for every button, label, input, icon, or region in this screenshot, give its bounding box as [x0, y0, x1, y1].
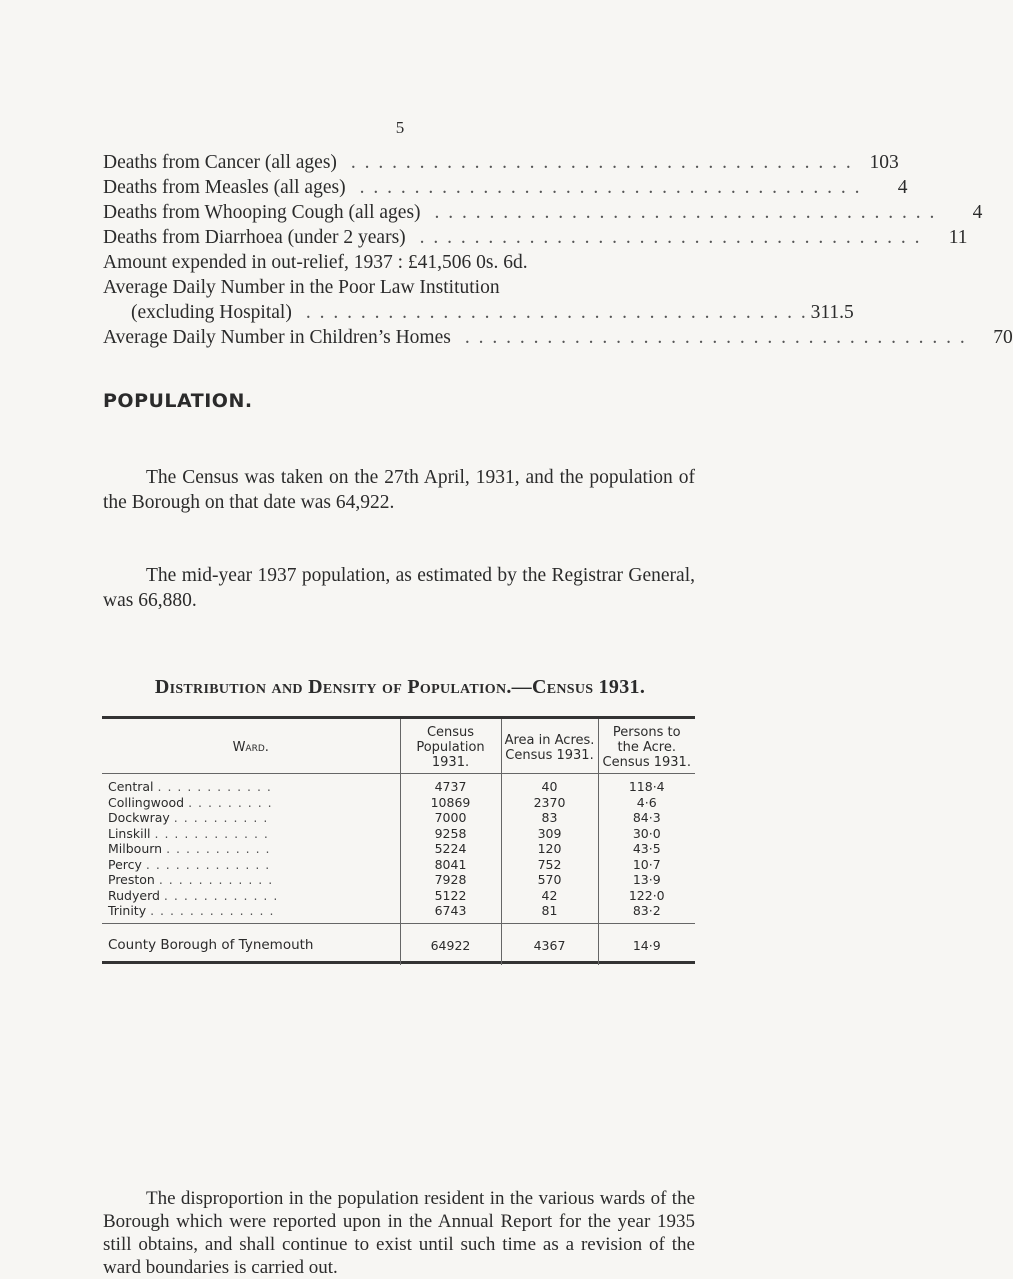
total-label: County Borough of Tynemouth	[108, 936, 314, 953]
table-row	[102, 774, 695, 795]
stat-label: Deaths from Whooping Cough (all ages)	[103, 202, 421, 223]
dot-leader: . . . . . . . . . . . . . . . . . . . . . . . . . . . . . . . . . . . . .	[359, 177, 862, 198]
ward-label: Preston	[108, 872, 155, 887]
density-cell: 118·4	[598, 774, 695, 795]
population-cell: 5224	[400, 841, 501, 857]
population-cell: 10869	[400, 795, 501, 811]
stat-row-diarrhoea	[103, 225, 968, 250]
dot-leader: . . . . . . . . . . . . . . . . . . . . . . . . . . . . . . . . . . . . .	[434, 202, 937, 223]
population-cell: 6743	[400, 903, 501, 923]
table-row	[102, 810, 695, 826]
total-population: 64922	[400, 923, 501, 965]
dot-leader: . . . . . . . . . . . .	[158, 872, 274, 887]
table-row	[102, 841, 695, 857]
density-cell: 13·9	[598, 872, 695, 888]
ward-name	[102, 903, 400, 923]
ward-name	[102, 774, 400, 795]
area-cell: 120	[501, 841, 598, 857]
poor-law-label: Average Daily Number in the Poor Law Institution	[103, 277, 500, 298]
total-density: 14·9	[598, 923, 695, 965]
dot-leader: . . . . . . . . . . . .	[163, 887, 279, 903]
population-cell: 9258	[400, 826, 501, 842]
population-table	[102, 719, 695, 965]
col-header-text: Ward.	[232, 740, 269, 755]
outrelief-amount: Amount expended in out-relief, 1937 : £41,506 0s. 6d.	[103, 252, 528, 273]
table-header-row	[102, 719, 695, 774]
stat-label: (excluding Hospital)	[131, 302, 292, 323]
col-header-density: Persons to the Acre. Census 1931.	[598, 719, 695, 774]
area-cell: 570	[501, 872, 598, 888]
section-heading: POPULATION.	[103, 390, 253, 412]
dot-leader: . . . . . . . . . . . . .	[145, 856, 271, 872]
estimate-paragraph: The mid-year 1937 population, as estimated by the Registrar General, was 66,880.	[103, 565, 695, 611]
dot-leader: . . . . . . . . . . . . . . . . . . . . . . . . . . . . . . . . . . . . .	[350, 152, 853, 173]
ward-name	[102, 826, 400, 842]
dot-leader: . . . . . . . . . . . . . . . . . . . . . . . . . . . . . . . . . . . . .	[464, 327, 967, 348]
area-cell: 40	[501, 774, 598, 795]
density-cell: 122·0	[598, 888, 695, 904]
table-row	[102, 888, 695, 904]
stat-label: Average Daily Number in Children’s Homes	[103, 327, 451, 348]
stat-value: 70	[993, 327, 1013, 348]
table-row	[102, 826, 695, 842]
dot-leader: . . . . . . . . . . . .	[154, 825, 269, 841]
density-cell: 10·7	[598, 857, 695, 873]
population-cell: 5122	[400, 888, 501, 904]
population-cell: 7000	[400, 810, 501, 826]
dot-leader: . . . . . . . . . . . .	[157, 779, 272, 794]
dot-leader: . . . . . . . . . . . . .	[150, 903, 275, 918]
stat-label: Deaths from Cancer (all ages)	[103, 152, 337, 173]
census-paragraph: The Census was taken on the 27th April, 1931, and the population of the Borough on that date was 64,922.	[103, 467, 695, 513]
table-row	[102, 795, 695, 811]
col-header-ward	[102, 719, 400, 774]
dot-leader: . . . . . . . . . . .	[166, 841, 271, 856]
area-cell: 752	[501, 857, 598, 873]
population-cell: 7928	[400, 872, 501, 888]
ward-name	[102, 872, 400, 888]
total-area: 4367	[501, 923, 598, 965]
area-cell: 81	[501, 903, 598, 923]
stat-value: 103	[869, 152, 899, 173]
page-number: 5	[395, 118, 405, 137]
density-cell: 30·0	[598, 826, 695, 842]
stat-label: Deaths from Diarrhoea (under 2 years)	[103, 227, 406, 248]
stat-value: 4	[972, 202, 983, 223]
area-cell: 83	[501, 810, 598, 826]
density-cell: 84·3	[598, 810, 695, 826]
stat-row-measles	[103, 175, 908, 200]
ward-name	[102, 857, 400, 873]
ward-label: Central	[108, 779, 154, 794]
col-header-population: Census Population 1931.	[400, 719, 501, 774]
density-cell: 83·2	[598, 903, 695, 923]
stat-label: Deaths from Measles (all ages)	[103, 177, 346, 198]
stat-row-childrens-homes	[103, 325, 1013, 350]
ward-name	[102, 795, 400, 811]
dot-leader: . . . . . . . . .	[188, 794, 273, 810]
ward-label: Percy	[108, 856, 142, 872]
table-row	[102, 857, 695, 873]
table-total-row	[102, 923, 695, 965]
dot-leader: . . . . . . . . . .	[173, 810, 269, 825]
stat-row-cancer	[103, 150, 899, 175]
stat-value: 4	[897, 177, 908, 198]
area-cell: 42	[501, 888, 598, 904]
table-row	[102, 903, 695, 923]
col-header-area: Area in Acres. Census 1931.	[501, 719, 598, 774]
area-cell: 309	[501, 826, 598, 842]
ward-name	[102, 810, 400, 826]
population-table-frame	[102, 716, 695, 964]
stat-row-whooping-cough	[103, 200, 983, 225]
ward-name	[102, 888, 400, 904]
stat-value: 11	[948, 227, 968, 248]
population-cell: 4737	[400, 774, 501, 795]
density-cell: 4·6	[598, 795, 695, 811]
population-cell: 8041	[400, 857, 501, 873]
ward-label: Milbourn	[108, 841, 163, 856]
ward-label: Linskill	[108, 825, 151, 841]
stat-value: 311.5	[810, 302, 854, 323]
ward-label: Trinity	[108, 903, 147, 918]
ward-name	[102, 841, 400, 857]
dot-leader: . . . . . . . . . . . . . . . . . . . . . . . . . . . . . . . . . . . . .	[305, 302, 808, 323]
ward-label: Dockwray	[108, 810, 170, 825]
ward-label: Collingwood	[108, 794, 185, 810]
stat-row-poor-law	[103, 300, 854, 325]
table-title: Distribution and Density of Population.—Census 1931.	[154, 676, 646, 698]
statistics-list	[103, 150, 1013, 350]
area-cell: 2370	[501, 795, 598, 811]
density-cell: 43·5	[598, 841, 695, 857]
ward-label: Rudyerd	[108, 887, 160, 903]
table-row	[102, 872, 695, 888]
dot-leader: . . . . . . . . . . . . . . . . . . . . . . . . . . . . . . . . . . . . .	[419, 227, 922, 248]
closing-paragraph: The disproportion in the population resident in the various wards of the Borough which were reported upon in the Annual Report for the year 1935 still obtains, and shall continue to exist until such time as a revision of the ward boundaries is carried out.	[103, 1188, 695, 1278]
